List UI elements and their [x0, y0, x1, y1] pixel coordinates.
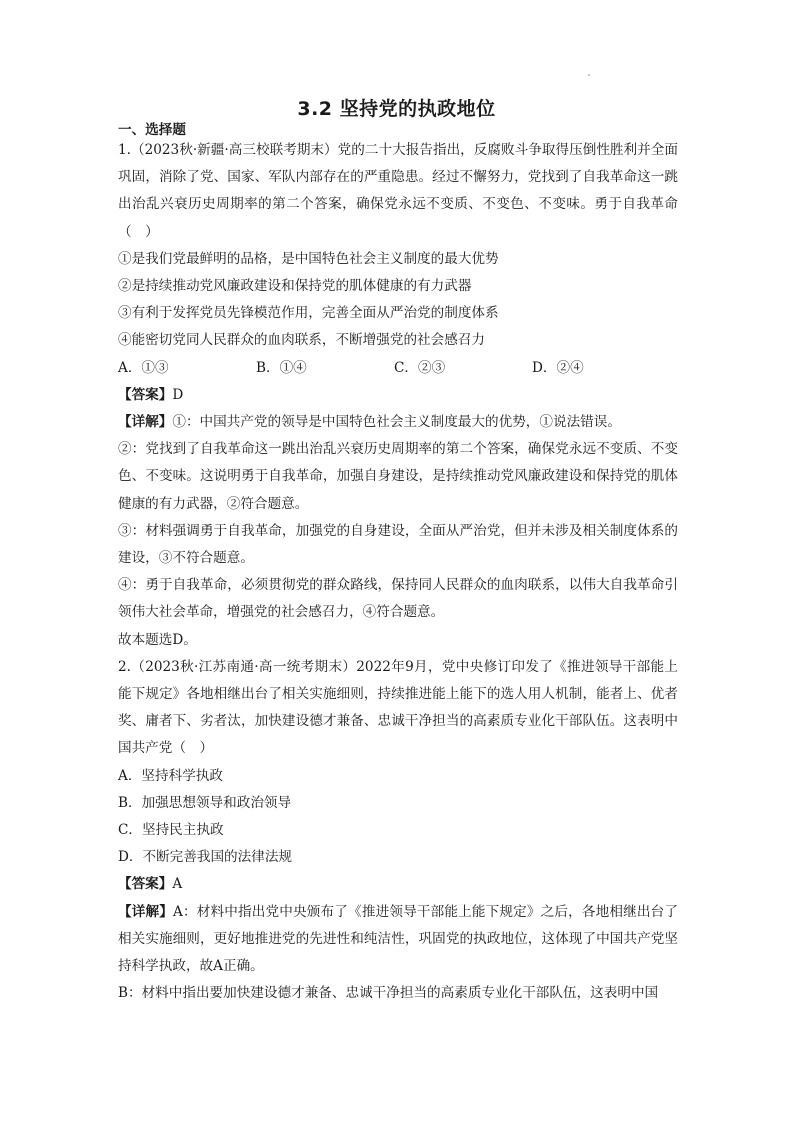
answer-value: D: [172, 386, 184, 403]
question-1-detail-2: ②：党找到了自我革命这一跳出治乱兴衰历史周期率的第二个答案，确保党永远不变质、不变色、不变味。这说明勇于自我革命，加强自身建设，是持续推动党风廉政建设和保持党的肌体健康的有力武器，②符合题意。: [118, 441, 678, 512]
question-1-choice-b: B．①④: [256, 359, 307, 376]
question-2-detail-a: [118, 899, 678, 981]
question-1-choice-d: D．②④: [532, 359, 584, 376]
question-2-choice-b: B．加强思想领导和政治领导: [118, 794, 292, 811]
question-2-choice-a: A．坚持科学执政: [118, 767, 223, 784]
detail-text: ①：中国共产党的领导是中国特色社会主义制度最大的优势，①说法错误。: [172, 414, 621, 431]
question-1-choice-a: A．①③: [118, 359, 169, 376]
answer-tag: 【答案】: [118, 386, 173, 403]
question-1-detail-1: [118, 409, 678, 436]
question-2-stem: 2.（2023秋·江苏南通·高一统考期末）2022年9月，党中央修订印发了《推进领导干部能上能下规定》各地相继出台了相关实施细则，持续推进能上能下的选人用人机制，能者上、优者奖、庸者下、劣者汰，加快建设德才兼备、忠诚干净担当的高素质专业化干部队伍。这表明中国共产党（ ）: [118, 658, 678, 757]
page-title: 3.2 坚持党的执政地位: [297, 98, 496, 120]
page-speck: [588, 74, 590, 76]
section-heading: 一、选择题: [118, 122, 186, 138]
detail-tag: 【详解】: [118, 414, 173, 431]
question-1-option-3: ③有利于发挥党员先锋模范作用，完善全面从严治党的制度体系: [118, 305, 499, 322]
question-1-detail-3: ③：材料强调勇于自我革命，加强党的自身建设，全面从严治党，但并未涉及相关制度体系的建设，③不符合题意。: [118, 522, 678, 567]
question-2-choice-d: D．不断完善我国的法律法规: [118, 849, 293, 866]
question-1-choice-c: C．②③: [394, 359, 446, 376]
question-2-choice-c: C．坚持民主执政: [118, 822, 224, 839]
question-1-option-2: ②是持续推动党风廉政建设和保持党的肌体健康的有力武器: [118, 278, 472, 295]
question-2-answer: [118, 871, 678, 898]
question-1-stem: 1.（2023秋·新疆·高三校联考期末）党的二十大报告指出，反腐败斗争取得压倒性胜利并全面巩固，消除了党、国家、军队内部存在的严重隐患。经过不懈努力，党找到了自我革命这一跳出治乱兴衰历史周期率的第二个答案，确保党永远不变质、不变色、不变味。勇于自我革命（ ）: [118, 142, 678, 240]
question-1-choices: [118, 355, 678, 382]
question-1-detail-4: ④：勇于自我革命，必须贯彻党的群众路线，保持同人民群众的血肉联系，以伟大自我革命引领伟大社会革命，增强党的社会感召力，④符合题意。: [118, 577, 678, 621]
detail-text: A：材料中指出党中央颁布了《推进领导干部能上能下规定》之后，各地相继出台了相关实施细则，更好地推进党的先进性和纯洁性，巩固党的执政地位，这体现了中国共产党坚持科学执政，故A正确。: [118, 903, 679, 975]
answer-value: A: [172, 876, 183, 893]
question-1-conclusion: 故本题选D。: [118, 631, 197, 648]
question-1-answer: [118, 382, 678, 409]
question-1-option-1: ①是我们党最鲜明的品格，是中国特色社会主义制度的最大优势: [118, 250, 499, 267]
question-2-detail-b: B：材料中指出要加快建设德才兼备、忠诚干净担当的高素质专业化干部队伍，这表明中国: [118, 985, 659, 1002]
document-body: [118, 122, 678, 1008]
detail-tag: 【详解】: [118, 903, 174, 920]
question-1-option-4: ④能密切党同人民群众的血肉联系，不断增强党的社会感召力: [118, 332, 486, 349]
answer-tag: 【答案】: [118, 876, 173, 893]
